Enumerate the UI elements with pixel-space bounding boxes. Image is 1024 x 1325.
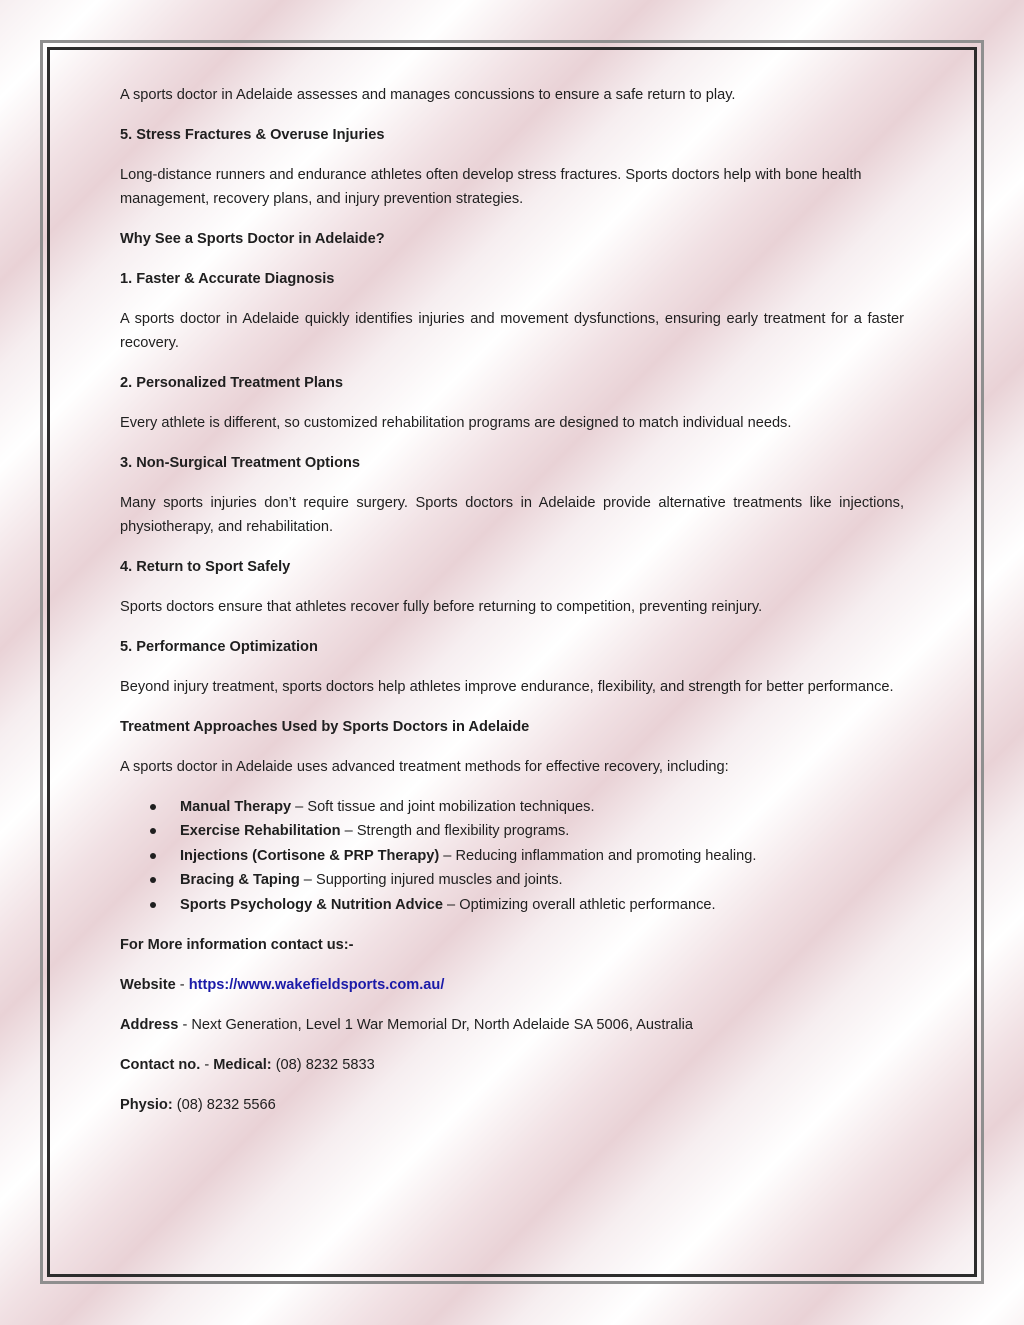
physio-phone: (08) 8232 5566	[172, 1097, 276, 1114]
list-item	[120, 868, 904, 892]
paragraph-return-to-sport: Sports doctors ensure that athletes recover fully before returning to competition, preventing reinjury.	[120, 599, 763, 615]
document-content	[120, 83, 904, 1133]
treatment-list	[120, 795, 904, 917]
heading-performance: 5. Performance Optimization	[120, 639, 318, 655]
medical-phone: (08) 8232 5833	[271, 1057, 375, 1074]
address-label: Address	[120, 1017, 179, 1034]
website-line	[120, 973, 904, 997]
address-value: Next Generation, Level 1 War Memorial Dr, North Adelaide SA 5006, Australia	[191, 1017, 693, 1034]
website-link[interactable]: https://www.wakefieldsports.com.au/	[188, 977, 445, 994]
bullet-icon	[150, 877, 156, 883]
bullet-icon	[150, 828, 156, 834]
treatment-desc: – Optimizing overall athletic performance.	[443, 896, 716, 913]
heading-non-surgical: 3. Non-Surgical Treatment Options	[120, 455, 361, 471]
list-item	[120, 893, 904, 917]
physio-line	[120, 1093, 904, 1117]
heading-contact: For More information contact us:-	[120, 937, 354, 954]
treatment-desc: – Strength and flexibility programs.	[340, 823, 570, 840]
paragraph-treatment-approaches: A sports doctor in Adelaide uses advanced treatment methods for effective recovery, including:	[120, 759, 729, 775]
bullet-icon	[150, 853, 156, 859]
treatment-desc: – Supporting injured muscles and joints.	[299, 872, 563, 889]
paragraph-stress-fractures: Long-distance runners and endurance athletes often develop stress fractures. Sports doctors help with bone health management, recovery plans, and injury prevention strategies.	[120, 167, 862, 207]
contact-line	[120, 1053, 904, 1077]
heading-personalized-plans: 2. Personalized Treatment Plans	[120, 375, 344, 391]
contact-separator: -	[200, 1057, 214, 1074]
heading-why-see-doctor: Why See a Sports Doctor in Adelaide?	[120, 231, 385, 247]
website-separator: -	[175, 977, 189, 994]
list-item	[120, 844, 904, 868]
treatment-term: Injections (Cortisone & PRP Therapy)	[180, 847, 440, 864]
treatment-term: Bracing & Taping	[180, 872, 300, 889]
address-separator: -	[178, 1017, 192, 1034]
treatment-term: Exercise Rehabilitation	[180, 823, 341, 840]
paragraph-concussion: A sports doctor in Adelaide assesses and manages concussions to ensure a safe return to play.	[120, 87, 736, 103]
paragraph-personalized-plans: Every athlete is different, so customized rehabilitation programs are designed to match individual needs.	[120, 415, 792, 431]
heading-stress-fractures: 5. Stress Fractures & Overuse Injuries	[120, 127, 385, 143]
heading-treatment-approaches: Treatment Approaches Used by Sports Doctors in Adelaide	[120, 719, 530, 735]
contact-label: Contact no.	[120, 1057, 201, 1074]
paragraph-non-surgical: Many sports injuries don’t require surgery. Sports doctors in Adelaide provide alternative treatments like injections, physiotherapy, and rehabilitation.	[120, 495, 904, 535]
treatment-desc: – Reducing inflammation and promoting healing.	[439, 847, 757, 864]
website-label: Website	[120, 977, 176, 994]
treatment-term: Sports Psychology & Nutrition Advice	[180, 896, 443, 913]
paragraph-performance: Beyond injury treatment, sports doctors help athletes improve endurance, flexibility, and strength for better performance.	[120, 679, 894, 695]
bullet-icon	[150, 804, 156, 810]
bullet-icon	[150, 902, 156, 908]
physio-label: Physio:	[120, 1097, 173, 1114]
heading-diagnosis: 1. Faster & Accurate Diagnosis	[120, 271, 335, 287]
medical-label: Medical:	[213, 1057, 272, 1074]
page-frame	[40, 40, 984, 1284]
list-item	[120, 795, 904, 819]
page-inner-border	[47, 47, 977, 1277]
treatment-term: Manual Therapy	[180, 799, 292, 815]
address-line	[120, 1013, 904, 1037]
treatment-desc: – Soft tissue and joint mobilization techniques.	[291, 799, 595, 815]
paragraph-diagnosis: A sports doctor in Adelaide quickly identifies injuries and movement dysfunctions, ensuring early treatment for a faster recovery.	[120, 311, 904, 351]
heading-return-to-sport: 4. Return to Sport Safely	[120, 559, 291, 575]
list-item	[120, 819, 904, 843]
